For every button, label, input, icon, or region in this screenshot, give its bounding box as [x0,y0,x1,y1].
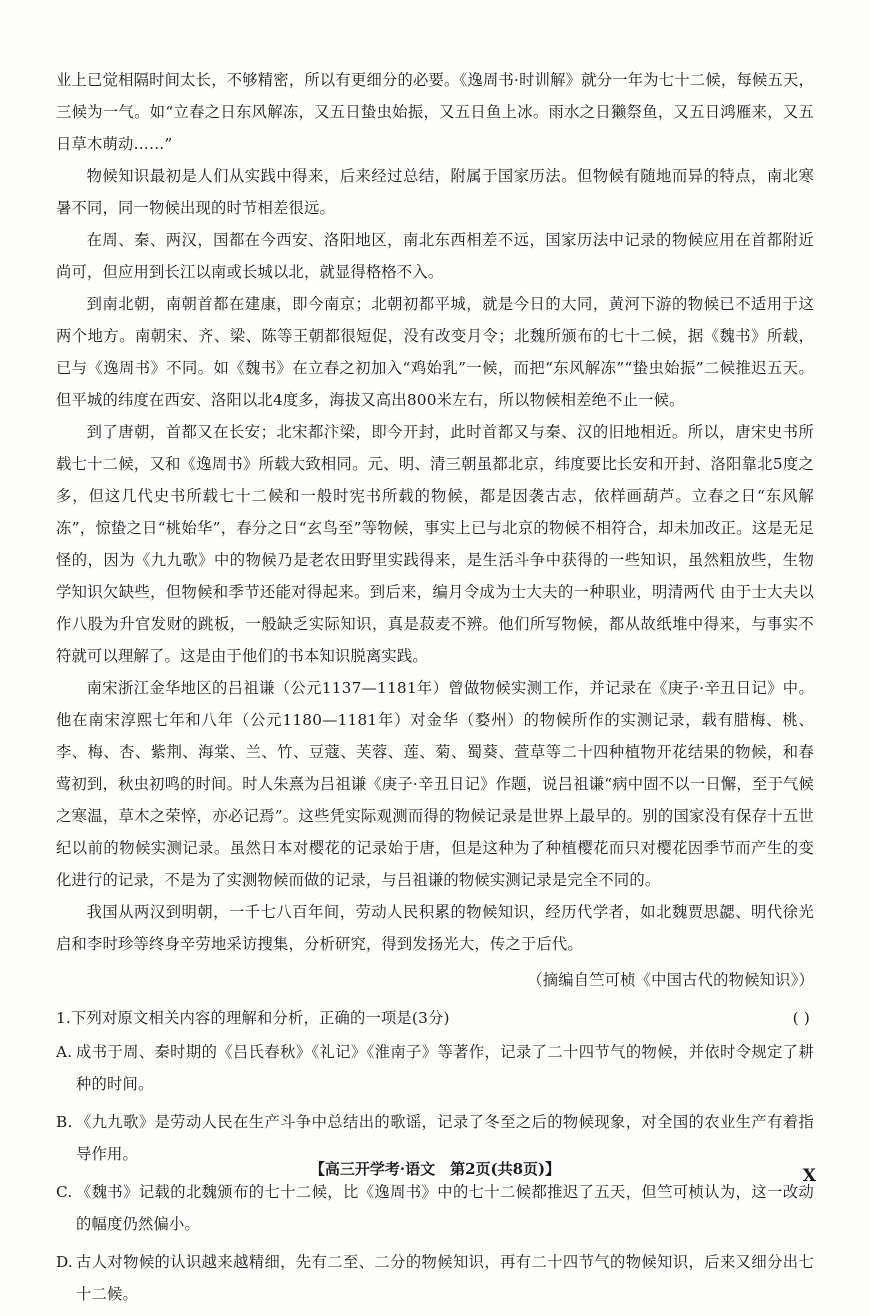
option-c[interactable] [56,1176,814,1240]
paragraph-4: 到南北朝，南朝首都在建康，即今南京；北朝初都平城，就是今日的大同，黄河下游的物候已不适用于这两个地方。南朝宋、齐、梁、陈等王朝都很短促，没有改变月令；北魏所颁布的七十二候，据《魏书》所载，已与《逸周书》不同。如《魏书》在立春之初加入“鸡始乳”一候，而把“东风解冻”“蛰虫始振”二候推迟五天。但平城的纬度在西安、洛阳以北4度多，海拔又高出800米左右，所以物候相差绝不止一候。 [56,295,814,409]
option-d[interactable] [56,1246,814,1310]
option-text: 《魏书》记载的北魏颁布的七十二候，比《逸周书》中的七十二候都推迟了五天，但竺可桢认为，这一改动的幅度仍然偏小。 [76,1183,814,1233]
document-page [56,64,814,1316]
option-text: 《九九歌》是劳动人民在生产斗争中总结出的歌谣，记录了冬至之后的物候现象，对全国的农业生产有着指导作用。 [76,1113,814,1163]
paragraph-7: 我国从两汉到明朝，一千七八百年间，劳动人民积累的物候知识，经历代学者，如北魏贾思勰、明代徐光启和李时珍等终身辛劳地采访搜集，分析研究，得到发扬光大，传之于后代。 [56,903,814,953]
question-stem [56,1002,814,1034]
paragraph-1: 业上已觉相隔时间太长，不够精密，所以有更细分的必要。《逸周书·时训解》就分一年为七十二候，每候五天，三候为一气。如“立春之日东风解冻，又五日蛰虫始振，又五日鱼上冰。雨水之日獭祭鱼，又五日鸿雁来，又五日草木萌动……” [56,71,814,153]
source-citation: （摘编自竺可桢《中国古代的物候知识》） [527,971,814,989]
question-1 [56,1002,814,1034]
paragraph-3: 在周、秦、两汉，国都在今西安、洛阳地区，南北东西相差不远，国家历法中记录的物候应用在首都附近尚可，但应用到长江以南或长城以北，就显得格格不入。 [56,231,814,281]
option-text: 成书于周、秦时期的《吕氏春秋》《礼记》《淮南子》等著作，记录了二十四节气的物候，并依时令规定了耕种的时间。 [76,1043,814,1093]
footer-mark: X [802,1166,816,1186]
paragraph-5: 到了唐朝，首都又在长安；北宋都汴梁，即今开封，此时首都又与秦、汉的旧地相近。所以，唐宋史书所载七十二候，又和《逸周书》所载大致相同。元、明、清三朝虽都北京，纬度要比长安和开封、洛阳靠北5度之多，但这几代史书所载七十二候和一般时宪书所载的物候，都是因袭古志，依样画葫芦。立春之日“东风解冻”，惊蛰之日“桃始华”，春分之日“玄鸟至”等物候，事实上已与北京的物候不相符合，却未加改正。这是无足怪的，因为《九九歌》中的物候乃是老农田野里实践得来，是生活斗争中获得的一些知识，虽然粗放些，生物学知识欠缺些，但物候和季节还能对得起来。到后来，编月令成为士大夫的一种职业，明清两代 由于士大夫以作八股为升官发财的跳板，一般缺乏实际知识，真是菽麦不辨。他们所写物候，都从故纸堆中得来，与事实不符就可以理解了。这是由于他们的书本知识脱离实践。 [56,423,814,665]
question-text: 下列对原文相关内容的理解和分析，正确的一项是(3分) [71,1009,450,1027]
option-label: A. [56,1043,73,1061]
option-text: 古人对物候的认识越来越精细，先有二至、二分的物候知识，再有二十四节气的物候知识，后来又细分出七十二候。 [76,1253,814,1303]
option-label: C. [56,1183,73,1201]
paragraph-6: 南宋浙江金华地区的吕祖谦（公元1137—1181年）曾做物候实测工作，并记录在《庚子·辛丑日记》中。他在南宋淳熙七年和八年（公元1180—1181年）对金华（婺州）的物候所作的实测记录，载有腊梅、桃、李、梅、杏、紫荆、海棠、兰、竹、豆蔻、芙蓉、莲、菊、蜀葵、萱草等二十四种植物开花结果的物候，和春莺初到，秋虫初鸣的时间。时人朱熹为吕祖谦《庚子·辛丑日记》作题，说吕祖谦“病中固不以一日懈，至于气候之寒温，草木之荣悴，亦必记焉”。这些凭实际观测而得的物候记录是世界上最早的。别的国家没有保存十五世纪以前的物候实测记录。虽然日本对樱花的记录始于唐，但是这种为了种植樱花而只对樱花因季节而产生的变化进行的记录，不是为了实测物候而做的记录，与吕祖谦的物候实测记录是完全不同的。 [56,679,814,889]
answer-bracket[interactable]: ( ) [792,1009,810,1027]
option-label: D. [56,1253,73,1271]
option-a[interactable] [56,1036,814,1100]
option-label: B. [56,1113,73,1131]
question-number: 1. [56,1009,71,1027]
paragraph-2: 物候知识最初是人们从实践中得来，后来经过总结，附属于国家历法。但物候有随地而异的特点，南北寒暑不同，同一物候出现的时节相差很远。 [56,167,814,217]
page-footer: 【高三开学考·语文 第2页(共8页)】 [309,1160,561,1178]
